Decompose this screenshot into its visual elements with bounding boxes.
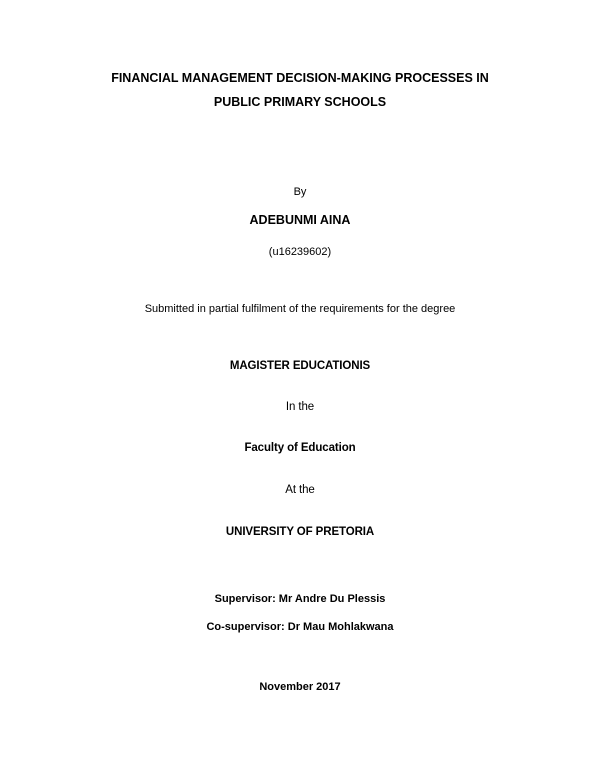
at-the-label: At the [285, 484, 315, 496]
author-name: ADEBUNMI AINA [249, 213, 351, 227]
degree-name: MAGISTER EDUCATIONIS [229, 360, 371, 372]
thesis-title-line-2: PUBLIC PRIMARY SCHOOLS [213, 95, 387, 109]
by-label: By [293, 186, 307, 198]
in-the-label: In the [285, 401, 315, 413]
submission-statement: Submitted in partial fulfilment of the requirements for the degree [144, 303, 456, 315]
supervisor: Supervisor: Mr Andre Du Plessis [214, 593, 386, 605]
student-number: (u16239602) [268, 246, 332, 258]
co-supervisor: Co-supervisor: Dr Mau Mohlakwana [206, 621, 394, 633]
submission-date: November 2017 [259, 681, 341, 693]
university-name: UNIVERSITY OF PRETORIA [225, 526, 375, 538]
faculty-name: Faculty of Education [244, 442, 356, 454]
thesis-title-line-1: FINANCIAL MANAGEMENT DECISION-MAKING PROCESSES IN [111, 71, 489, 85]
